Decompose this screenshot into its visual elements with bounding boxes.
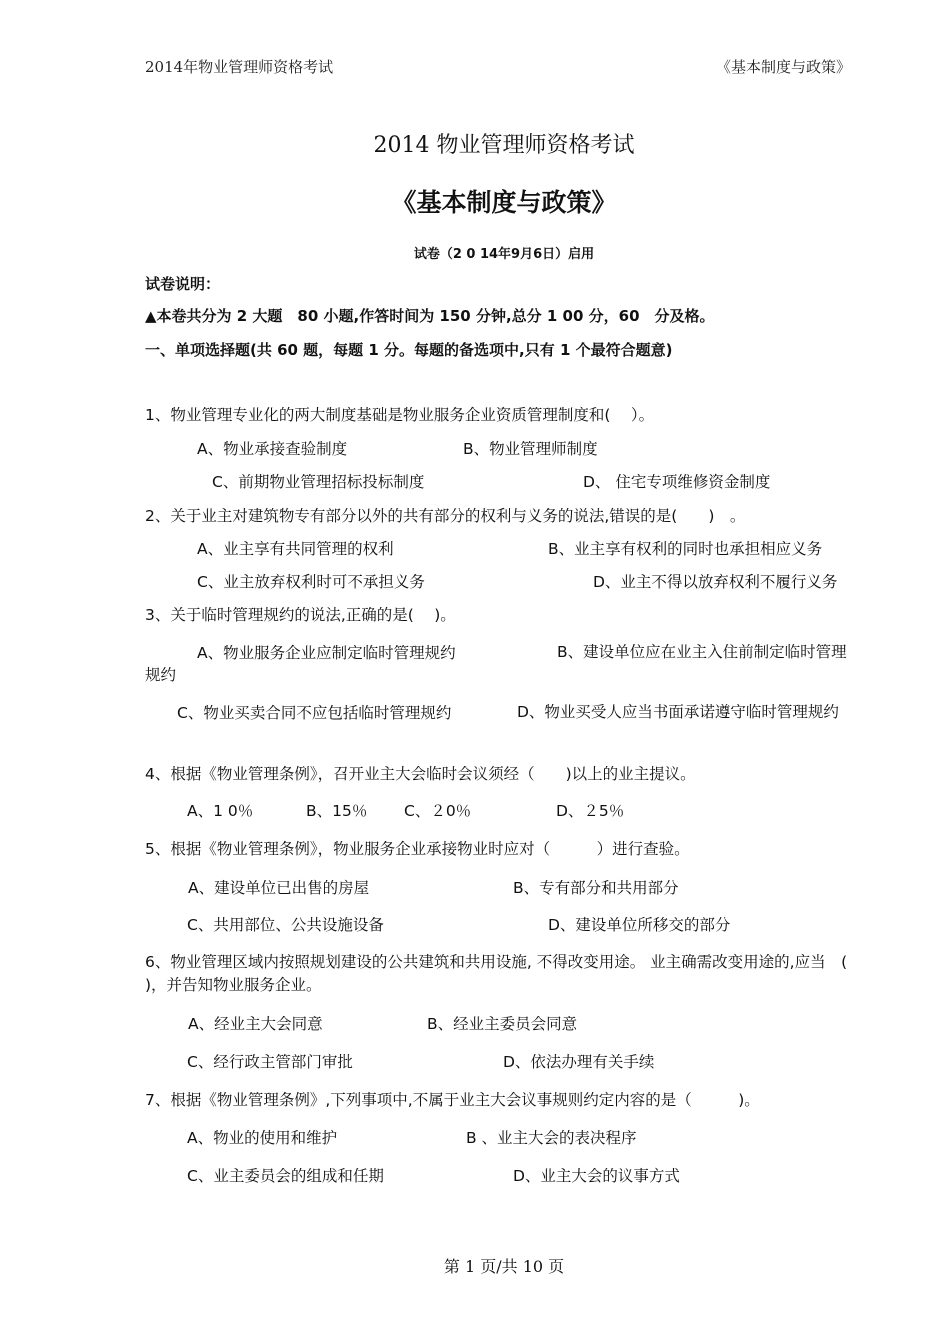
exam-date: 试卷（2 0 14年9月6日）启用 bbox=[413, 247, 595, 262]
question-3-option-d: D、物业买受人应当书面承诺遵守临时管理规约 bbox=[517, 703, 839, 721]
question-1: 1、物业管理专业化的两大制度基础是物业服务企业资质管理制度和( ）。 bbox=[145, 406, 655, 424]
section-heading: 一、单项选择题(共 60 题，每题 1 分。每题的备选项中,只有 1 个最符合题意) bbox=[145, 341, 673, 359]
question-1-option-b: B、物业管理师制度 bbox=[463, 440, 598, 458]
question-5-option-b: B、专有部分和共用部分 bbox=[513, 879, 679, 897]
question-4-option-b: B、15％ bbox=[306, 802, 368, 820]
header-subject: 《基本制度与政策》 bbox=[716, 58, 852, 76]
question-3-option-a: A、物业服务企业应制定临时管理规约 bbox=[197, 644, 456, 662]
question-5-option-a: A、建设单位已出售的房屋 bbox=[188, 879, 370, 897]
question-1-option-d: D、 住宅专项维修资金制度 bbox=[583, 473, 771, 491]
question-6-option-b: B、经业主委员会同意 bbox=[427, 1015, 578, 1033]
question-6-option-d: D、依法办理有关手续 bbox=[503, 1053, 655, 1071]
question-2-option-b: B、业主享有权利的同时也承担相应义务 bbox=[548, 540, 823, 558]
question-3: 3、关于临时管理规约的说法,正确的是( )。 bbox=[145, 606, 456, 624]
question-2-option-c: C、业主放弃权利时可不承担义务 bbox=[197, 573, 425, 591]
question-2-option-a: A、业主享有共同管理的权利 bbox=[197, 540, 394, 558]
question-6-option-c: C、经行政主管部门审批 bbox=[187, 1053, 353, 1071]
instructions-heading: 试卷说明： bbox=[145, 275, 221, 293]
question-1-option-c: C、前期物业管理招标投标制度 bbox=[212, 473, 425, 491]
page-number: 第 1 页/共 10 页 bbox=[443, 1257, 565, 1276]
question-3-option-c: C、物业买卖合同不应包括临时管理规约 bbox=[177, 704, 452, 722]
page-title: 2014 物业管理师资格考试 bbox=[373, 133, 635, 158]
question-2-option-d: D、业主不得以放弃权利不履行义务 bbox=[593, 573, 838, 591]
instructions-rule: ▲本卷共分为 2 大题 80 小题,作答时间为 150 分钟,总分 1 00 分，60 分及格。 bbox=[145, 307, 715, 325]
question-7-option-c: C、业主委员会的组成和任期 bbox=[187, 1167, 384, 1185]
question-5-option-c: C、共用部位、公共设施设备 bbox=[187, 916, 384, 934]
question-3-option-b: B、建设单位应在业主入住前制定临时管理规约 bbox=[145, 643, 847, 684]
question-4-option-d: D、２5％ bbox=[556, 802, 625, 820]
question-1-option-a: A、物业承接查验制度 bbox=[197, 440, 348, 458]
question-4: 4、根据《物业管理条例》，召开业主大会临时会议须经（ )以上的业主提议。 bbox=[145, 765, 696, 783]
question-7-option-a: A、物业的使用和维护 bbox=[187, 1129, 338, 1147]
question-6-option-a: A、经业主大会同意 bbox=[188, 1015, 323, 1033]
question-7-option-d: D、业主大会的议事方式 bbox=[513, 1167, 680, 1185]
question-4-option-c: C、２0％ bbox=[404, 802, 472, 820]
header-exam-title: 2014年物业管理师资格考试 bbox=[145, 58, 334, 76]
question-2: 2、关于业主对建筑物专有部分以外的共有部分的权利与义务的说法,错误的是( ) 。 bbox=[145, 507, 746, 525]
question-7: 7、根据《物业管理条例》,下列事项中,不属于业主大会议事规则约定内容的是（ )。 bbox=[145, 1091, 760, 1109]
question-7-option-b: B 、业主大会的表决程序 bbox=[466, 1129, 637, 1147]
question-5-option-d: D、建设单位所移交的部分 bbox=[548, 916, 731, 934]
question-6: 6、物业管理区域内按照规划建设的公共建筑和共用设施, 不得改变用途。 业主确需改变用途的,应当 ( )，并告知物业服务企业。 bbox=[145, 953, 868, 994]
question-5: 5、根据《物业管理条例》，物业服务企业承接物业时应对（ ）进行查验。 bbox=[145, 840, 690, 858]
question-4-option-a: A、1 0％ bbox=[187, 802, 254, 820]
subject-title: 《基本制度与政策》 bbox=[391, 188, 617, 217]
